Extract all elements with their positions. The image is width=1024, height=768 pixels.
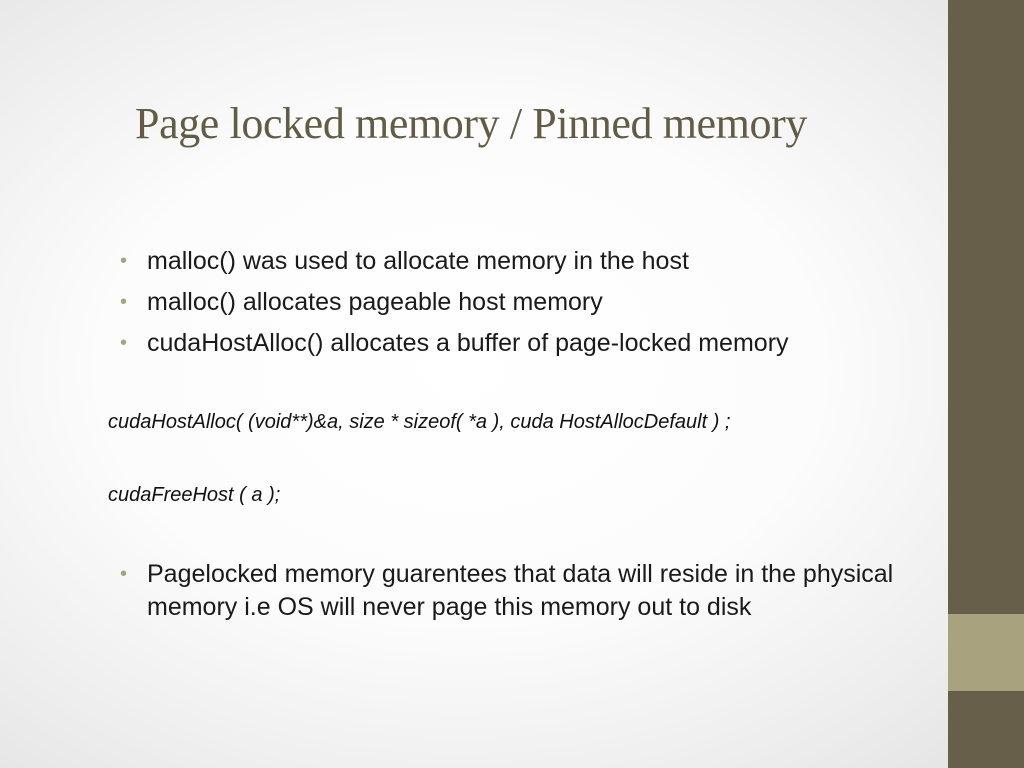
bullet-marker-icon: •	[120, 291, 128, 313]
bullet-item	[120, 241, 910, 282]
bullet-item	[120, 558, 910, 624]
bullet-marker-icon: •	[120, 563, 128, 585]
code-line-free-host: cudaFreeHost ( a );	[108, 484, 281, 506]
bullet-item	[120, 323, 910, 364]
decorative-side-accent	[948, 614, 1024, 691]
bullet-text: malloc() was used to allocate memory in the host	[147, 247, 689, 275]
code-line-host-alloc: cudaHostAlloc( (void**)&a, size * sizeof( *a ), cuda HostAllocDefault ) ;	[108, 411, 731, 433]
bullet-text: Pagelocked memory guarentees that data will reside in the physical memory i.e OS will never page this memory out to disk	[147, 560, 894, 621]
bullet-list	[120, 241, 910, 364]
bullet-marker-icon: •	[120, 250, 128, 272]
bullet-item	[120, 282, 910, 323]
bullet-list-secondary	[120, 558, 910, 624]
bullet-text: cudaHostAlloc() allocates a buffer of page-locked memory	[147, 329, 789, 357]
bullet-marker-icon: •	[120, 332, 128, 354]
bullet-text: malloc() allocates pageable host memory	[147, 288, 603, 316]
slide-title: Page locked memory / Pinned memory	[135, 99, 807, 148]
